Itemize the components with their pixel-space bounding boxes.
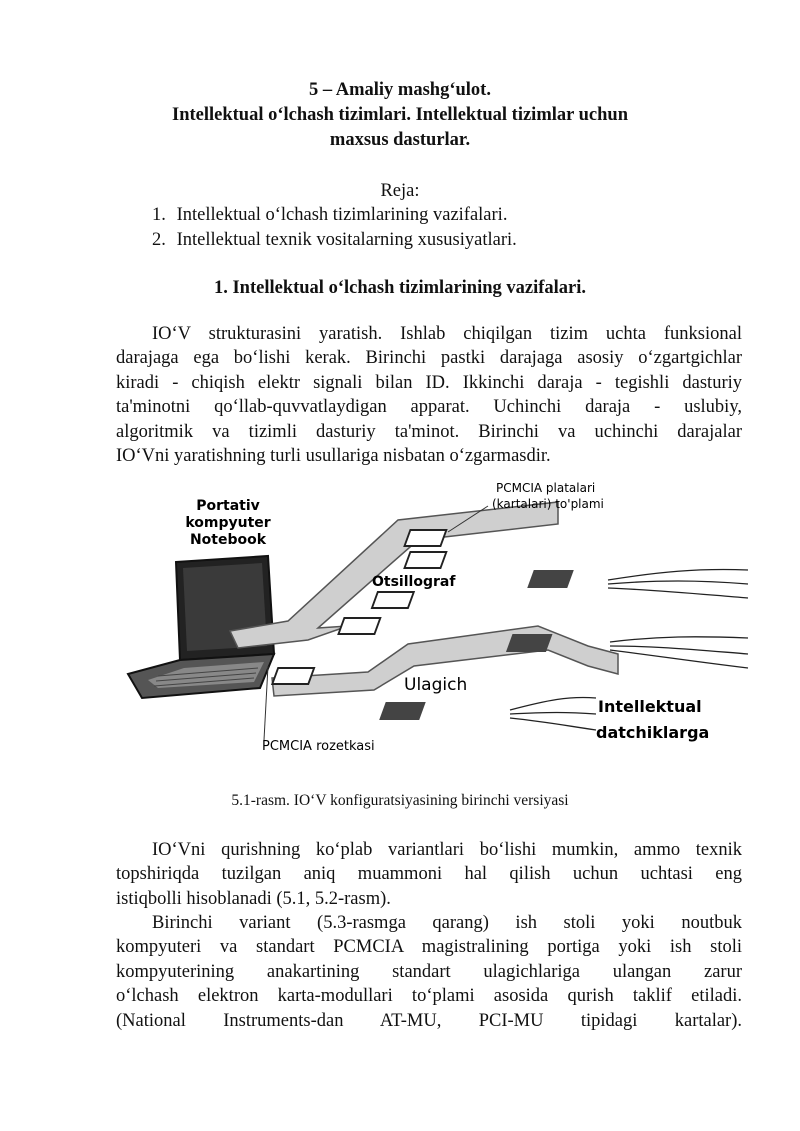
label-pcmcia-cards-1: PCMCIA platalari: [496, 481, 596, 495]
title-line-2: Intellektual o‘lchash tizimlari. Intellektual tizimlar uchun: [172, 105, 628, 125]
plan-item-text: Intellektual o‘lchash tizimlarining vazifalari.: [176, 205, 508, 225]
paragraph-line: kiradi - chiqish elektr signali bilan ID. Ikkinchi daraja - tegishli dasturiy: [116, 372, 742, 393]
paragraph-line: IO‘V strukturasini yaratish. Ishlab chiqilgan tizim uchta funksional: [152, 324, 742, 344]
paragraph-line: Birinchi variant (5.3-rasmga qarang) ish stoli yoki noutbuk: [152, 913, 742, 933]
figure-iov-configuration: [118, 476, 758, 766]
plan-item-number: 1.: [152, 205, 166, 225]
title-line-1: 5 – Amaliy mashg‘ulot.: [309, 80, 491, 100]
label-notebook-3: Notebook: [189, 532, 267, 548]
paragraph-line: kompyuterining anakartining standart ulagichlariga ulangan zarur: [116, 961, 742, 982]
paragraph-line: topshiriqda tuzilgan aniq muammoni hal qilish uchun uchtasi eng: [116, 864, 742, 885]
label-connector: Ulagich: [404, 675, 468, 695]
label-notebook-2: kompyuter: [185, 515, 271, 531]
paragraph-line: darajaga ega bo‘lishi kerak. Birinchi pastki darajaga asosiy o‘zgartgichlar: [116, 348, 742, 369]
label-notebook-1: Portativ: [196, 498, 260, 514]
paragraph-3: [116, 911, 742, 1033]
title-line-3: maxsus dasturlar.: [329, 130, 471, 150]
paragraph-line: kompyuteri va standart PCMCIA magistralining portiga yoki ish stoli: [116, 937, 742, 958]
paragraph-line: istiqbolli hisoblanadi (5.1, 5.2-rasm).: [116, 888, 391, 909]
paragraph-line: algoritmik va tizimli dasturiy ta'minot. Birinchi va uchinchi darajalar: [116, 421, 742, 442]
label-sensors-2: datchiklarga: [596, 723, 710, 742]
paragraph-line: IO‘Vni yaratishning turli usullariga nisbatan o‘zgarmasdir.: [116, 445, 551, 466]
paragraph-1: [116, 322, 742, 468]
label-sensors-1: Intellektual: [598, 697, 702, 716]
figure-caption: 5.1-rasm. IO‘V konfiguratsiyasining birinchi versiyasi: [231, 792, 569, 809]
label-pcmcia-socket: PCMCIA rozetkasi: [262, 739, 375, 754]
paragraph-2: [116, 838, 742, 911]
plan-item-2: [152, 228, 517, 252]
plan-item-1: [152, 203, 507, 227]
label-pcmcia-cards-2: (kartalari) to'plami: [492, 497, 604, 511]
label-oscillograph: Otsillograf: [372, 574, 456, 590]
paragraph-line: IO‘Vni qurishning ko‘plab variantlari bo‘lishi mumkin, ammo texnik: [152, 840, 742, 860]
paragraph-line: ta'minotni qo‘llab-quvvatlaydigan apparat. Uchinchi daraja - uslubiy,: [116, 397, 742, 418]
plan-item-number: 2.: [152, 230, 166, 250]
plan-heading: Reja:: [380, 181, 420, 201]
plan-item-text: Intellektual texnik vositalarning xususiyatlari.: [176, 230, 517, 250]
paragraph-line: o‘lchash elektron karta-modullari to‘plami asosida qurish taklif etiladi.: [116, 986, 742, 1007]
section-heading: 1. Intellektual o‘lchash tizimlarining vazifalari.: [213, 278, 587, 298]
paragraph-line: (National Instruments-dan AT-MU, PCI-MU tipidagi kartalar).: [116, 1010, 742, 1031]
